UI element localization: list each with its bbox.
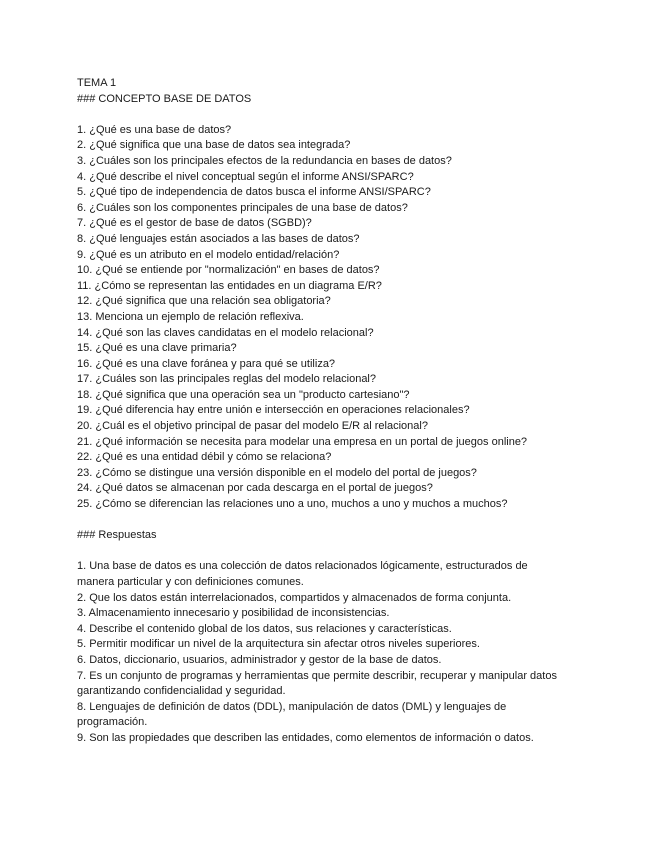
- question-item: 25. ¿Cómo se diferencian las relaciones uno a uno, muchos a uno y muchos a muchos?: [77, 498, 508, 511]
- question-item: 11. ¿Cómo se representan las entidades en un diagrama E/R?: [77, 279, 382, 292]
- question-item: 6. ¿Cuáles son los componentes principales de una base de datos?: [77, 201, 408, 214]
- question-item: 23. ¿Cómo se distingue una versión disponible en el modelo del portal de juegos?: [77, 466, 477, 479]
- answers-list: [77, 559, 637, 746]
- answer-item: 2. Que los datos están interrelacionados, compartidos y almacenados de forma conjunta.: [77, 591, 512, 604]
- question-item: 20. ¿Cuál es el objetivo principal de pasar del modelo E/R al relacional?: [77, 420, 428, 433]
- question-item: 4. ¿Qué describe el nivel conceptual según el informe ANSI/SPARC?: [77, 170, 414, 183]
- spacer: [77, 544, 637, 560]
- answer-item: 1. Una base de datos es una colección de datos relacionados lógicamente, estructurados de manera particular y con definiciones comunes.: [77, 560, 528, 588]
- section-heading: ### CONCEPTO BASE DE DATOS: [77, 92, 252, 105]
- question-item: 14. ¿Qué son las claves candidatas en el modelo relacional?: [77, 326, 374, 339]
- answer-item: 5. Permitir modificar un nivel de la arquitectura sin afectar otros niveles superiores.: [77, 638, 480, 651]
- answer-item: 7. Es un conjunto de programas y herramientas que permite describir, recuperar y manipular datos garantizando confidencialidad y seguridad.: [77, 669, 557, 698]
- question-item: 7. ¿Qué es el gestor de base de datos (SGBD)?: [77, 217, 312, 230]
- question-item: 5. ¿Qué tipo de independencia de datos busca el informe ANSI/SPARC?: [77, 186, 431, 199]
- question-item: 24. ¿Qué datos se almacenan por cada descarga en el portal de juegos?: [77, 482, 433, 495]
- question-item: 10. ¿Qué se entiende por "normalización" en bases de datos?: [77, 264, 380, 277]
- question-item: 1. ¿Qué es una base de datos?: [77, 123, 232, 136]
- question-item: 18. ¿Qué significa que una operación sea un "producto cartesiano"?: [77, 388, 410, 401]
- question-item: 8. ¿Qué lenguajes están asociados a las bases de datos?: [77, 232, 360, 245]
- answer-item: 8. Lenguajes de definición de datos (DDL), manipulación de datos (DML) y lenguajes de programación.: [77, 700, 507, 729]
- spacer: [77, 107, 637, 123]
- question-item: 2. ¿Qué significa que una base de datos sea integrada?: [77, 139, 351, 152]
- questions-list: [77, 123, 637, 513]
- question-item: 19. ¿Qué diferencia hay entre unión e intersección en operaciones relacionales?: [77, 404, 470, 417]
- question-item: 21. ¿Qué información se necesita para modelar una empresa en un portal de juegos online?: [77, 435, 528, 448]
- answer-item: 3. Almacenamiento innecesario y posibilidad de inconsistencias.: [77, 607, 390, 620]
- document-page: [77, 76, 637, 747]
- question-item: 13. Menciona un ejemplo de relación reflexiva.: [77, 310, 304, 323]
- answers-heading: ### Respuestas: [77, 529, 157, 542]
- question-item: 22. ¿Qué es una entidad débil y cómo se relaciona?: [77, 451, 332, 464]
- answer-item: 6. Datos, diccionario, usuarios, administrador y gestor de la base de datos.: [77, 653, 442, 666]
- question-item: 3. ¿Cuáles son los principales efectos de la redundancia en bases de datos?: [77, 154, 452, 167]
- question-item: 17. ¿Cuáles son las principales reglas del modelo relacional?: [77, 373, 376, 386]
- question-item: 15. ¿Qué es una clave primaria?: [77, 342, 237, 355]
- document-title: TEMA 1: [77, 77, 117, 89]
- question-item: 12. ¿Qué significa que una relación sea obligatoria?: [77, 295, 331, 308]
- question-item: 16. ¿Qué es una clave foránea y para qué se utiliza?: [77, 357, 336, 370]
- answer-item: 9. Son las propiedades que describen las entidades, como elementos de información o datos.: [77, 731, 534, 744]
- answer-item: 4. Describe el contenido global de los datos, sus relaciones y características.: [77, 622, 452, 635]
- question-item: 9. ¿Qué es un atributo en el modelo entidad/relación?: [77, 248, 340, 261]
- spacer: [77, 513, 637, 529]
